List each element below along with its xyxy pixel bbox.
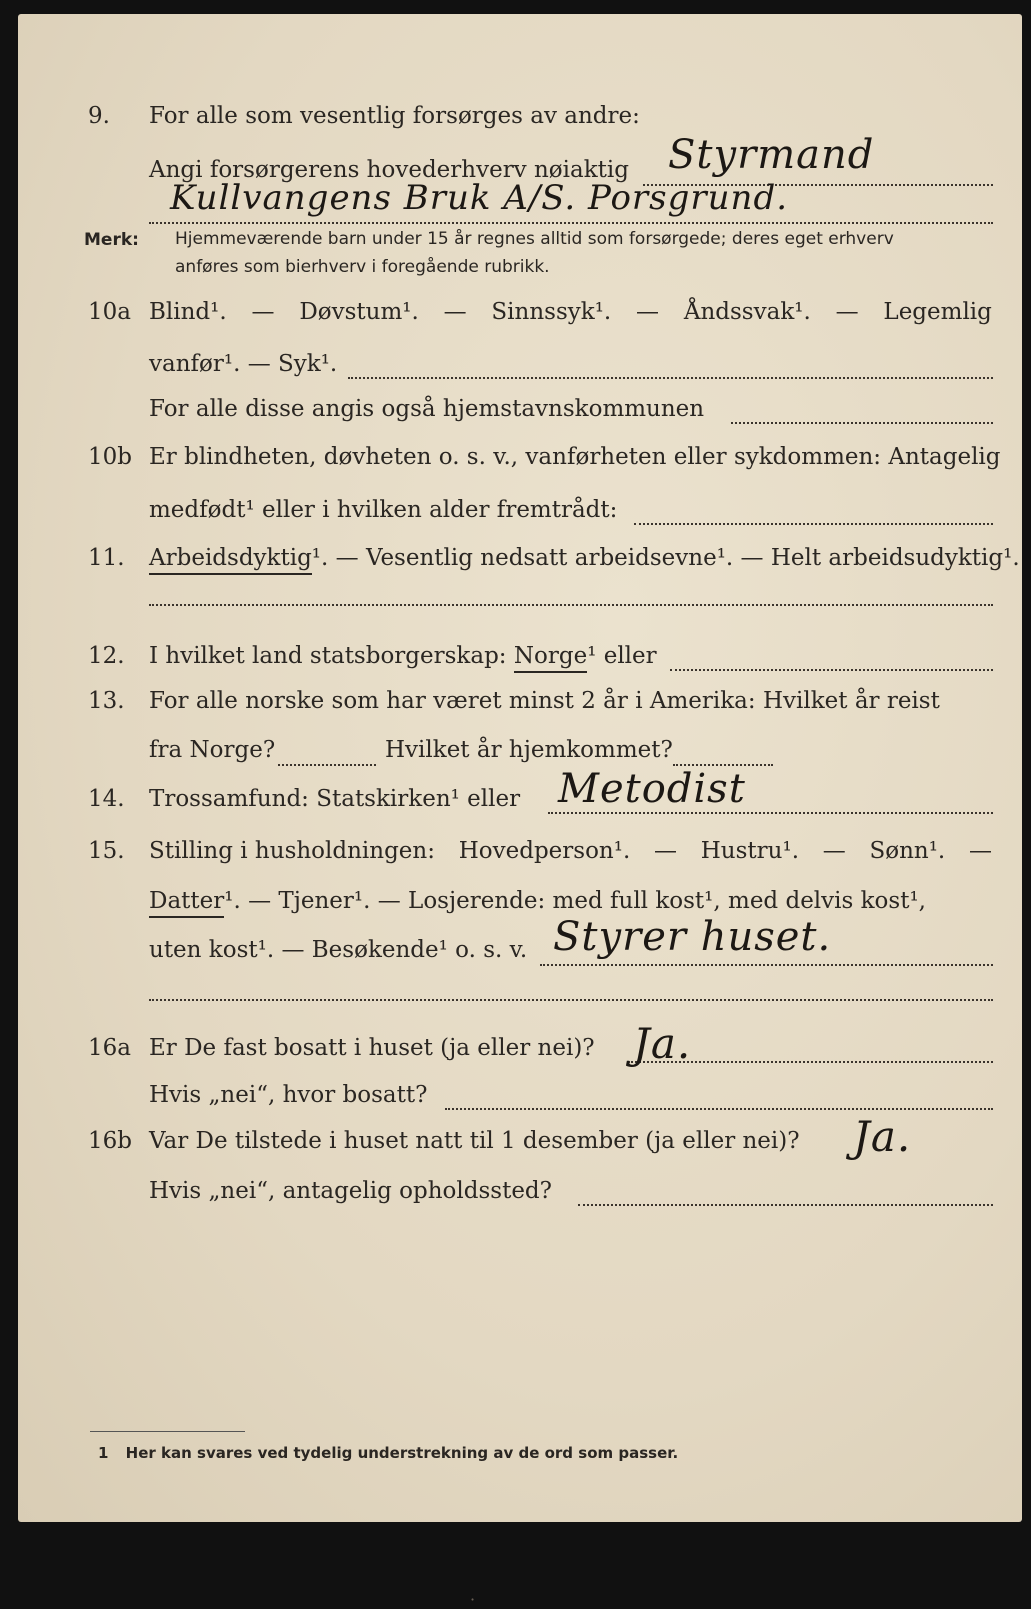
q10a-option-andssvak: Åndssvak¹. <box>683 299 811 325</box>
q15-dash: — <box>822 838 846 864</box>
q10a-option-dovstum: Døvstum¹. <box>299 299 419 325</box>
q15-underlined-answer: Datter <box>149 888 224 918</box>
q12-rest: ¹ eller <box>587 643 657 669</box>
q13-line-2b: Hvilket år hjemkommet? <box>385 737 673 763</box>
q15-extra-line <box>149 999 993 1001</box>
q16a-residence-line <box>445 1108 993 1110</box>
q14-line: Trossamfund: Statskirken¹ eller <box>149 786 521 812</box>
q10a-option-sinnssyk: Sinnssyk¹. <box>491 299 612 325</box>
q15-option-hovedperson: Hovedperson¹. <box>458 838 631 864</box>
q11-extra-line <box>149 604 993 606</box>
q15-line-3: uten kost¹. — Besøkende¹ o. s. v. <box>149 937 528 963</box>
q10a-dash: — <box>443 299 467 325</box>
q9-handwritten-occupation: Styrmand <box>668 132 875 178</box>
footnote <box>98 1444 678 1462</box>
q10a-option-legemlig: Legemlig <box>883 299 992 325</box>
q10a-line-3: For alle disse angis også hjemstavnskommunen <box>149 396 705 422</box>
q10a-dash: — <box>835 299 859 325</box>
q10a-option-blind: Blind¹. <box>149 299 227 325</box>
q10b-line-2: medfødt¹ eller i hvilken alder fremtrådt: <box>149 497 618 523</box>
q14-number: 14. <box>88 786 125 812</box>
q15-line-2 <box>149 887 926 915</box>
paper-speck: · <box>470 1590 476 1609</box>
q14-handwritten-faith: Metodist <box>558 766 746 812</box>
footnote-marker: 1 <box>98 1444 109 1462</box>
note-label: Merk: <box>84 230 139 250</box>
q16b-number: 16b <box>88 1128 132 1154</box>
q10a-answer-line <box>348 377 993 379</box>
q9-line-2: Angi forsørgerens hovederhverv nøiaktig <box>149 157 629 183</box>
q15-answer-line <box>540 964 993 966</box>
q13-line-1: For alle norske som har været minst 2 år i Amerika: Hvilket år reist <box>149 688 940 714</box>
q12-number: 12. <box>88 643 125 669</box>
q11-number: 11. <box>88 545 125 571</box>
q11-underlined-answer: Arbeidsdyktig <box>149 545 312 575</box>
q16b-location-line <box>578 1204 993 1206</box>
note-line-2: anføres som bierhverv i foregående rubrikk. <box>175 257 550 277</box>
q10a-dash: — <box>251 299 275 325</box>
q15-dash: — <box>654 838 678 864</box>
q10b-number: 10b <box>88 444 132 470</box>
q12-text: I hvilket land statsborgerskap: <box>149 643 507 669</box>
q10a-line-1 <box>149 298 992 326</box>
q16a-line-2: Hvis „nei“, hvor bosatt? <box>149 1082 428 1108</box>
footnote-text: Her kan svares ved tydelig understrekning av de ord som passer. <box>125 1444 679 1462</box>
q10b-line-1: Er blindheten, døvheten o. s. v., vanførheten eller sykdommen: Antagelig <box>149 444 1001 470</box>
q16b-line-2: Hvis „nei“, antagelig opholdssted? <box>149 1178 552 1204</box>
q16a-number: 16a <box>88 1035 131 1061</box>
q9-handwritten-employer: Kullvangens Bruk A/S. Porsgrund. <box>170 178 789 218</box>
q12-line <box>149 642 657 670</box>
q12-underlined-answer: Norge <box>514 643 587 673</box>
q16a-line-1: Er De fast bosatt i huset (ja eller nei)? <box>149 1035 595 1061</box>
q13-year-left-line <box>278 764 376 766</box>
q15-number: 15. <box>88 838 125 864</box>
note-line-1: Hjemmeværende barn under 15 år regnes alltid som forsørgede; deres eget erhverv <box>175 229 894 249</box>
q15-option-hustru: Hustru¹. <box>700 838 800 864</box>
q14-answer-line <box>548 812 993 814</box>
q13-line-2a: fra Norge? <box>149 737 276 763</box>
q16b-handwritten-answer: Ja. <box>853 1112 912 1161</box>
q15-line-2-rest: ¹. — Tjener¹. — Losjerende: med full kost¹, med delvis kost¹, <box>224 888 926 914</box>
q11-rest: ¹. — Vesentlig nedsatt arbeidsevne¹. — Helt arbeidsudyktig¹. <box>311 545 1020 571</box>
q13-number: 13. <box>88 688 125 714</box>
q10a-number: 10a <box>88 299 131 325</box>
footnote-rule <box>90 1431 245 1432</box>
q9-number: 9. <box>88 103 110 129</box>
q15-line-1 <box>149 837 992 865</box>
q15-handwritten-role: Styrer huset. <box>553 914 832 960</box>
q10a-dash: — <box>636 299 660 325</box>
q10a-home-municipality-line <box>731 422 993 424</box>
q12-answer-line <box>670 669 993 671</box>
census-form-page <box>18 14 1022 1609</box>
q15-dash: — <box>968 838 992 864</box>
q10b-answer-line <box>634 523 993 525</box>
q11-line <box>149 544 1020 572</box>
q10a-line-2: vanfør¹. — Syk¹. <box>149 351 338 377</box>
q16a-handwritten-answer: Ja. <box>633 1019 692 1068</box>
q9-line-1: For alle som vesentlig forsørges av andre: <box>149 103 640 129</box>
q15-option-sonn: Sønn¹. <box>869 838 946 864</box>
q16b-line-1: Var De tilstede i huset natt til 1 desember (ja eller nei)? <box>149 1128 800 1154</box>
q15-label: Stilling i husholdningen: <box>149 838 435 864</box>
q9-answer-line-2 <box>149 222 993 224</box>
